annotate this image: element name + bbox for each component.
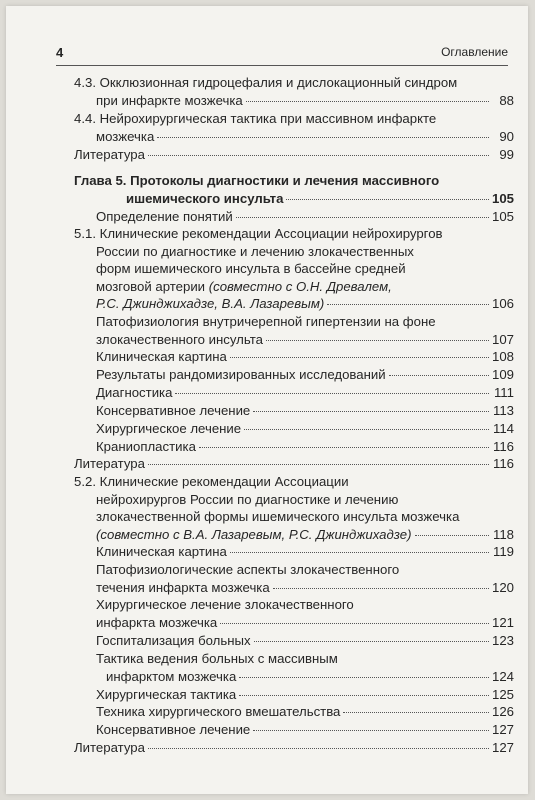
toc-entry-text: Госпитализация больных bbox=[96, 633, 251, 648]
toc-page-number: 123 bbox=[491, 633, 514, 648]
toc-entry-text: Патофизиологические аспекты злокачественного bbox=[96, 562, 400, 577]
toc-entry-text: Хирургическое лечение bbox=[96, 421, 242, 436]
toc-page-number: 119 bbox=[492, 544, 514, 559]
toc-entry-last-line bbox=[74, 295, 514, 313]
dot-leader bbox=[230, 551, 489, 553]
toc-entry-text: Хирургическая тактика bbox=[96, 687, 237, 702]
toc-entry-text: течения инфаркта мозжечка bbox=[96, 579, 270, 595]
dot-leader bbox=[157, 136, 489, 138]
toc-entry-title bbox=[96, 331, 263, 349]
toc-entry-title bbox=[96, 420, 241, 438]
toc-entry-title bbox=[74, 455, 145, 473]
toc-entry-text: Определение понятий bbox=[96, 209, 233, 224]
toc-entry-text: инфаркта мозжечка bbox=[96, 614, 218, 630]
toc-page-number: 111 bbox=[493, 385, 514, 400]
toc-entry-title bbox=[96, 384, 172, 402]
toc-page-number: 127 bbox=[491, 740, 514, 755]
dot-leader bbox=[286, 198, 489, 200]
toc-entry-last-line bbox=[96, 402, 514, 420]
toc-entry-title bbox=[96, 348, 227, 366]
toc-entry[interactable] bbox=[74, 146, 514, 164]
table-of-contents bbox=[6, 6, 528, 794]
toc-entry-text: инфарктом мозжечка bbox=[106, 668, 237, 684]
toc-entry-text: Тактика ведения больных с массивным bbox=[96, 651, 338, 666]
toc-entry-last-line bbox=[74, 455, 514, 473]
toc-entry-line bbox=[74, 110, 514, 128]
toc-entry-title bbox=[74, 739, 145, 757]
toc-entry-title bbox=[96, 244, 414, 259]
toc-entry[interactable] bbox=[96, 561, 514, 596]
toc-entry-title bbox=[96, 295, 324, 313]
toc-entry-title bbox=[74, 111, 436, 126]
toc-entry-last-line bbox=[74, 128, 514, 146]
toc-page-number: 114 bbox=[492, 421, 514, 436]
toc-entry-title bbox=[96, 208, 233, 226]
toc-page-number: 116 bbox=[492, 439, 514, 454]
toc-entry-title bbox=[96, 366, 386, 384]
toc-entry[interactable] bbox=[74, 172, 514, 207]
toc-entry[interactable] bbox=[96, 348, 514, 366]
toc-entry-line bbox=[96, 650, 514, 668]
toc-entry-text: Диагностика bbox=[96, 385, 173, 400]
toc-entry-text: 5.1. Клинические рекомендации Ассоциации нейрохирургов bbox=[74, 226, 443, 241]
dot-leader bbox=[199, 446, 489, 448]
toc-entry[interactable] bbox=[96, 650, 514, 685]
toc-entry-line bbox=[74, 74, 514, 92]
toc-entry-text: злокачественного инсульта bbox=[96, 331, 263, 347]
toc-entry-last-line bbox=[96, 579, 514, 597]
dot-leader bbox=[253, 410, 489, 412]
toc-entry-text: Клиническая картина bbox=[96, 349, 227, 364]
toc-entry-text: Хирургическое лечение злокачественного bbox=[96, 597, 354, 612]
toc-entry-line bbox=[96, 561, 514, 579]
toc-entry[interactable] bbox=[96, 402, 514, 420]
toc-entry-title bbox=[126, 190, 283, 208]
toc-entry-last-line bbox=[96, 686, 514, 704]
toc-entry-title bbox=[74, 474, 349, 489]
toc-entry-text: 4.3. Окклюзионная гидроцефалия и дислокационный синдром bbox=[74, 75, 458, 90]
dot-leader bbox=[148, 463, 489, 465]
toc-entry-text: форм ишемического инсульта в бассейне средней bbox=[96, 261, 406, 277]
toc-entry-title bbox=[74, 146, 145, 164]
toc-entry-line bbox=[96, 313, 514, 331]
dot-leader bbox=[148, 154, 489, 156]
toc-entry-last-line bbox=[74, 92, 514, 110]
toc-entry-title bbox=[74, 75, 457, 90]
toc-page-number: 109 bbox=[491, 367, 514, 382]
toc-entry-title bbox=[96, 128, 154, 146]
toc-entry-line bbox=[74, 473, 514, 491]
dot-leader bbox=[148, 747, 489, 749]
toc-page-number: 124 bbox=[491, 668, 514, 684]
toc-entry[interactable] bbox=[74, 110, 514, 145]
toc-entry-title bbox=[96, 279, 392, 294]
toc-entry[interactable] bbox=[74, 225, 514, 313]
toc-entry-title bbox=[96, 579, 270, 597]
dot-leader bbox=[244, 428, 489, 430]
toc-entry-text: Литература bbox=[74, 740, 145, 755]
toc-entry-title bbox=[106, 668, 236, 686]
toc-entry-text: России по диагностике и лечению злокачественных bbox=[96, 243, 414, 259]
dot-leader bbox=[273, 587, 489, 589]
toc-entry-text: Патофизиология внутричерепной гипертензии на фоне bbox=[96, 314, 436, 329]
toc-page-number: 113 bbox=[492, 403, 514, 418]
toc-entry-text: злокачественной формы ишемического инсульта мозжечка bbox=[96, 509, 460, 525]
dot-leader bbox=[246, 100, 489, 102]
toc-entry-title bbox=[96, 721, 250, 739]
running-head: Оглавление bbox=[441, 45, 508, 59]
toc-entry-line bbox=[74, 278, 514, 296]
toc-entry-line bbox=[74, 491, 514, 509]
toc-entry-text: при инфаркте мозжечка bbox=[96, 92, 243, 108]
toc-entry-last-line bbox=[96, 703, 514, 721]
toc-entry-title bbox=[96, 651, 338, 666]
toc-entry[interactable] bbox=[96, 632, 514, 650]
toc-entry-line bbox=[96, 596, 514, 614]
toc-entry[interactable] bbox=[96, 384, 514, 402]
toc-entry-text: Консервативное лечение bbox=[96, 403, 251, 418]
toc-page-number: 105 bbox=[491, 209, 514, 224]
toc-entry-last-line bbox=[96, 543, 514, 561]
toc-entry-title bbox=[96, 686, 236, 704]
toc-page-number: 121 bbox=[491, 614, 514, 630]
toc-entry-title bbox=[96, 314, 436, 329]
toc-entry-last-line bbox=[74, 526, 514, 544]
toc-entry-text: 5.2. Клинические рекомендации Ассоциации bbox=[74, 474, 349, 489]
toc-entry[interactable] bbox=[96, 596, 514, 631]
toc-page-number: 127 bbox=[491, 722, 514, 737]
dot-leader bbox=[220, 622, 489, 624]
toc-entry-line bbox=[74, 508, 514, 526]
toc-page-number: 90 bbox=[499, 128, 514, 144]
toc-entry-coauthors: (совместно с О.Н. Древалем, bbox=[205, 278, 392, 294]
toc-entry-last-line bbox=[96, 632, 514, 650]
toc-entry-title bbox=[74, 173, 439, 188]
toc-entry[interactable] bbox=[96, 686, 514, 704]
toc-entry-text: ишемического инсульта bbox=[126, 190, 284, 206]
toc-entry-text: мозговой артерии bbox=[96, 278, 206, 294]
toc-page-number: 108 bbox=[491, 349, 514, 364]
toc-entry-line bbox=[74, 172, 514, 190]
toc-entry[interactable] bbox=[96, 420, 514, 438]
dot-leader bbox=[253, 729, 489, 731]
page-number: 4 bbox=[56, 45, 64, 60]
toc-entry-last-line bbox=[74, 739, 514, 757]
dot-leader bbox=[254, 640, 489, 642]
toc-page-number: 99 bbox=[499, 147, 514, 162]
toc-entry-last-line bbox=[96, 438, 514, 456]
toc-entry-title bbox=[96, 492, 398, 507]
toc-page-number: 126 bbox=[491, 704, 514, 719]
toc-entry-last-line bbox=[96, 614, 514, 632]
dot-leader bbox=[343, 711, 489, 713]
toc-entry-title bbox=[96, 261, 406, 276]
toc-entry-title bbox=[96, 402, 250, 420]
toc-entry-title bbox=[96, 703, 340, 721]
toc-entry-line bbox=[74, 243, 514, 261]
toc-page-number: 106 bbox=[491, 296, 514, 312]
toc-entry-coauthors: Р.С. Джинджихадзе, В.А. Лазаревым) bbox=[96, 296, 325, 312]
toc-entry-text: Глава 5. Протоколы диагностики и лечения массивного bbox=[74, 173, 440, 188]
toc-entry[interactable] bbox=[74, 455, 514, 473]
toc-entry-last-line bbox=[74, 190, 514, 208]
toc-entry-title bbox=[96, 92, 243, 110]
toc-entry-line bbox=[74, 225, 514, 243]
toc-entry-text: мозжечка bbox=[96, 128, 155, 144]
toc-page-number: 105 bbox=[491, 190, 514, 206]
dot-leader bbox=[230, 356, 489, 358]
toc-entry-text: Краниопластика bbox=[96, 439, 196, 454]
toc-entry-text: Техника хирургического вмешательства bbox=[96, 704, 341, 719]
dot-leader bbox=[415, 534, 489, 536]
toc-entry[interactable] bbox=[96, 313, 514, 348]
toc-entry-title bbox=[96, 632, 251, 650]
toc-entry[interactable] bbox=[74, 473, 514, 543]
toc-entry-last-line bbox=[96, 721, 514, 739]
toc-entry-text: Консервативное лечение bbox=[96, 722, 251, 737]
toc-entry-title bbox=[96, 543, 227, 561]
toc-entry-last-line bbox=[96, 420, 514, 438]
dot-leader bbox=[327, 303, 489, 305]
toc-entry[interactable] bbox=[96, 208, 514, 226]
toc-page-number: 116 bbox=[492, 456, 514, 471]
dot-leader bbox=[389, 374, 489, 376]
toc-page-number: 120 bbox=[491, 579, 514, 595]
toc-entry-title bbox=[96, 526, 412, 544]
book-page bbox=[6, 6, 528, 794]
toc-page-number: 88 bbox=[499, 92, 514, 108]
toc-entry-last-line bbox=[96, 366, 514, 384]
dot-leader bbox=[239, 676, 489, 678]
toc-page-number: 118 bbox=[492, 526, 514, 542]
toc-page-number: 107 bbox=[491, 331, 514, 347]
toc-entry-last-line bbox=[96, 331, 514, 349]
toc-page-number: 125 bbox=[491, 687, 514, 702]
toc-entry-text: нейрохирургов России по диагностике и лечению bbox=[96, 491, 399, 507]
toc-entry[interactable] bbox=[74, 74, 514, 109]
toc-entry-text: Литература bbox=[74, 456, 145, 471]
dot-leader bbox=[239, 694, 489, 696]
toc-entry-text: Клиническая картина bbox=[96, 544, 227, 559]
toc-entry-title bbox=[96, 597, 354, 612]
toc-entry-text: 4.4. Нейрохирургическая тактика при массивном инфаркте bbox=[74, 111, 437, 126]
toc-entry-title bbox=[96, 614, 217, 632]
toc-entry[interactable] bbox=[96, 543, 514, 561]
toc-entry-last-line bbox=[96, 384, 514, 402]
dot-leader bbox=[175, 392, 489, 394]
toc-entry[interactable] bbox=[96, 703, 514, 721]
toc-entry-title bbox=[96, 509, 459, 524]
dot-leader bbox=[266, 339, 489, 341]
toc-entry-title bbox=[74, 226, 443, 241]
toc-entry-text: Результаты рандомизированных исследований bbox=[96, 367, 386, 382]
toc-entry[interactable] bbox=[96, 438, 514, 456]
toc-entry-title bbox=[96, 438, 196, 456]
toc-entry-text: Литература bbox=[74, 147, 145, 162]
toc-entry-last-line bbox=[96, 208, 514, 226]
toc-entry-last-line bbox=[96, 348, 514, 366]
toc-entry-line bbox=[74, 260, 514, 278]
toc-entry-coauthors: (совместно с В.А. Лазаревым, Р.С. Джинджихадзе) bbox=[96, 526, 412, 542]
toc-entry-last-line bbox=[74, 146, 514, 164]
dot-leader bbox=[236, 216, 489, 218]
toc-entry[interactable] bbox=[96, 721, 514, 739]
toc-entry[interactable] bbox=[96, 366, 514, 384]
toc-entry-title bbox=[96, 562, 399, 577]
toc-entry-last-line bbox=[96, 668, 514, 686]
toc-entry[interactable] bbox=[74, 739, 514, 757]
